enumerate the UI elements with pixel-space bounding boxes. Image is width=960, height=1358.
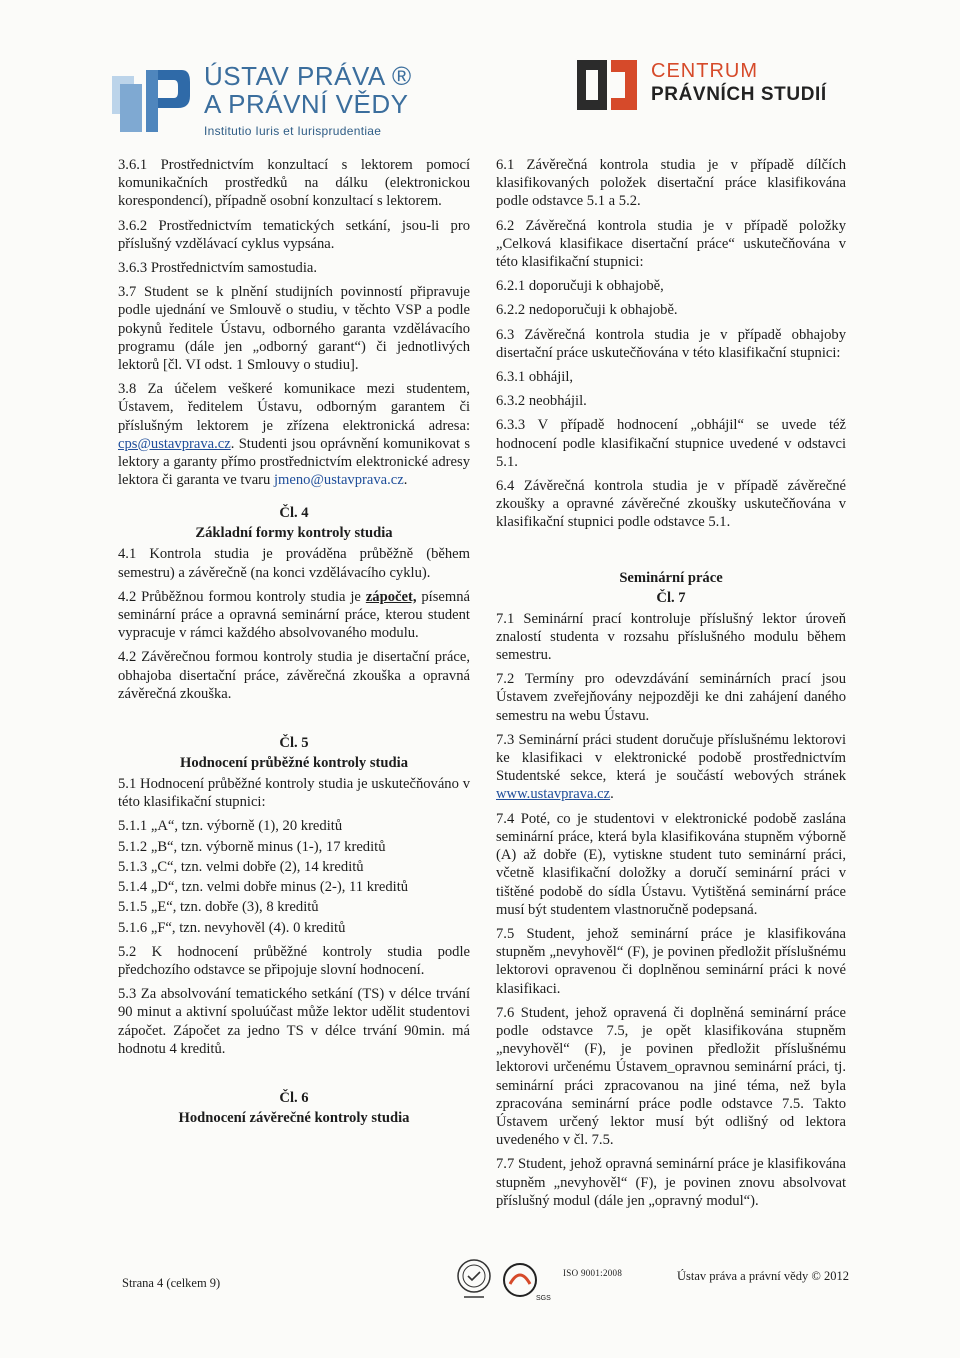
paragraph-3-8 — [118, 380, 470, 489]
article-4-title: Základní formy kontroly studia — [195, 525, 393, 542]
iso-label: ISO 9001:2008 — [563, 1268, 623, 1278]
paragraph-7-4: 7.4 Poté, co je studentovi v elektronické podobě zaslána seminární práce, která byla klasifikována stupněm výborně (A) až dobře (E), vytiskne student tuto seminární práci, včetně klasifikační doložky a doručí seminární práci v tištěné podobě do sídla Ústavu. Vytištěná seminární práce musí být studentem vlastnoručně podepsaná. — [496, 810, 846, 918]
paragraph-3-6-1: 3.6.1 Prostřednictvím konzultací s lektorem pomocí komunikačních prostředků na dálku (elektronickou korespondencí), případně osobní konzultací s lektorem. — [118, 157, 470, 210]
paragraph-6-1: 6.1 Závěrečná kontrola studia je v případě dílčích klasifikovaných položek disertační práce klasifikována podle odstavce 5.1 a 5.2. — [496, 157, 846, 210]
centrum-logo — [577, 58, 877, 118]
p38-text-b: . Studenti jsou oprávnění komunikovat s lektory a garanty přímo prostřednictvím elektronické adresy lektora či garanta ve tvaru — [118, 435, 470, 489]
grade-item: 5.1.4 „D“, tzn. velmi dobře minus (2-), 11 kreditů — [118, 879, 409, 896]
p42a-text-b: písemná seminární práce a opravná seminární práce, kterou student vypracuje v rámci každého absolvovaného modulu. — [118, 588, 470, 642]
paragraph-6-3-3: 6.3.3 V případě hodnocení „obhájil“ se uvede též hodnocení podle klasifikační stupnice uvedené v odstavci 5.1. — [496, 417, 846, 470]
paragraph-7-5: 7.5 Student, jehož seminární práce je klasifikována stupněm „nevyhověl“ (F), je povinen předložit příslušnému lektorovi opravenou či doplněnou seminární práci k nové klasifikaci. — [496, 925, 846, 997]
paragraph-4-1: 4.1 Kontrola studia je prováděna průběžně (během semestru) a závěrečně (na konci vzdělávacího cyklu). — [118, 546, 470, 581]
logo-line-2: A PRÁVNÍ VĚDY — [204, 89, 409, 119]
p38-text-c: . — [403, 472, 408, 489]
paragraph-7-6: 7.6 Student, jehož opravená či doplněná seminární práce podle odstavce 7.5, je opět klasifikována stupněm „nevyhověl“ (F), je povinen předložit příslušnému lektorovi určenému Ústavem_opravnou seminární práci, tj. seminární práci zpracovanou na jiné téma, než byla zpracována seminární práce podle odstavce 7.5. Takto Ústavem určený lektor musí být odlišný od lektora uvedeného v čl. 7.5. — [496, 1004, 846, 1149]
paragraph-5-2: 5.2 K hodnocení průběžné kontroly studia podle předchozího odstavce se připojuje slovní hodnocení. — [118, 943, 470, 978]
up-logo-icon — [112, 66, 192, 136]
paragraph-3-6-3: 3.6.3 Prostřednictvím samostudia. — [118, 260, 318, 277]
p42a-text-a: 4.2 Průběžnou formou kontroly studia je — [118, 588, 366, 605]
paragraph-7-7: 7.7 Student, jehož opravná seminární práce je klasifikována stupněm „nevyhověl“ (F), je povinen znovu absolvovat příslušný modul (dále jen „opravný modul“). — [496, 1156, 846, 1209]
paragraph-6-3: 6.3 Závěrečná kontrola studia je v případě obhajoby disertační práce uskutečňována v této klasifikační stupnici: — [496, 326, 846, 361]
grade-item: 5.1.2 „B“, tzn. výborně minus (1-), 17 kreditů — [118, 838, 386, 855]
paragraph-5-3: 5.3 Za absolvování tematického setkání (TS) v délce trvání 90 minut a aktivní spoluúčast může lektor udělit studentovi zápočet. Zápočet za jedno TS v délce trvání 90min. má hodnotu 4 kreditů. — [118, 986, 470, 1057]
right-column — [496, 156, 846, 1216]
logo-line-1: ÚSTAV PRÁVA ® — [204, 61, 412, 91]
lector-email-format: jmeno@ustavprava.cz — [274, 472, 404, 489]
centrum-line-2: PRÁVNÍCH STUDIÍ — [651, 84, 827, 105]
article-5-number: Čl. 5 — [279, 735, 309, 752]
article-4-number: Čl. 4 — [279, 505, 309, 522]
paragraph-6-4: 6.4 Závěrečná kontrola studia je v případě závěrečné zkoušky a opravné závěrečné zkoušky uskutečňována v klasifikační stupnici podle odstavce 5.1. — [496, 478, 846, 531]
logo-subtitle: Institutio Iuris et Iurisprudentiae — [204, 124, 382, 138]
p73-text-b: . — [610, 786, 614, 803]
article-6-title: Hodnocení závěrečné kontroly studia — [178, 1109, 410, 1126]
paragraph-6-3-1: 6.3.1 obhájil, — [496, 369, 574, 386]
grade-item: 5.1.5 „E“, tzn. dobře (3), 8 kreditů — [118, 899, 319, 916]
sgs-logo-icon — [498, 1262, 556, 1302]
seminar-heading: Seminární práce — [619, 569, 723, 586]
paragraph-4-2b: 4.2 Závěrečnou formou kontroly studia je disertační práce, obhajoba disertační práce, závěrečná zkouška a opravná závěrečná zkouška. — [118, 649, 470, 702]
paragraph-7-3 — [496, 731, 846, 804]
article-7-number: Čl. 7 — [656, 589, 686, 606]
zapocet-underlined: zápočet, — [365, 588, 417, 605]
left-column — [118, 156, 470, 1130]
p38-text-a: 3.8 Za účelem veškeré komunikace mezi studentem, Ústavem, ředitelem Ústavu, odborným garantem či příslušným lektorem je zřízena elektronická adresa: — [118, 381, 470, 434]
paragraph-3-6-2: 3.6.2 Prostřednictvím tematických setkání, jsou-li pro příslušný vzdělávací cyklus vypsána. — [118, 217, 470, 252]
centrum-line-1: CENTRUM — [651, 60, 758, 82]
paragraph-6-3-2: 6.3.2 neobhájil. — [496, 393, 587, 410]
paragraph-3-7: 3.7 Student se k plnění studijních povinností připravuje podle ujednání ve Smlouvě o studiu, v těchto VSP a podle pokynů ředitele Ústavu, odborného garanta vzdělávacího programu (dále jen „odborný garant“) či jednotlivých lektorů [čl. VI odst. 1 Smlouvy o studiu]. — [118, 284, 470, 374]
sgs-label: SGS — [536, 1295, 551, 1302]
cps-email-link[interactable]: cps@ustavprava.cz — [118, 435, 231, 452]
certification-seal-icon — [456, 1258, 492, 1302]
paragraph-6-2: 6.2 Závěrečná kontrola studia je v případě položky „Celková klasifikace disertační práce“ uskutečňována v této klasifikační stupnici: — [496, 217, 846, 271]
grade-item: 5.1.3 „C“, tzn. velmi dobře (2), 14 kreditů — [118, 858, 364, 875]
article-6-number: Čl. 6 — [279, 1089, 309, 1106]
grade-item: 5.1.1 „A“, tzn. výborně (1), 20 kreditů — [118, 818, 343, 835]
article-5-title: Hodnocení průběžné kontroly studia — [180, 755, 408, 772]
paragraph-6-2-2: 6.2.2 nedoporučuji k obhajobě. — [496, 302, 678, 319]
cps-logo-icon — [577, 58, 639, 112]
grade-item: 5.1.6 „F“, tzn. nevyhověl (4). 0 kreditů — [118, 919, 346, 936]
ustav-logo — [112, 62, 442, 142]
paragraph-4-2a — [118, 588, 470, 643]
paragraph-7-2: 7.2 Termíny pro odevzdávání seminárních prací jsou Ústavem zveřejňovány nejpozději ke dni zahájení daného semestru na webu Ústavu. — [496, 671, 846, 724]
p73-text-a: 7.3 Seminární práci student doručuje příslušnému lektorovi ke klasifikaci v elektronické podobě prostřednictvím Studentské sekce, která je součástí webových stránek — [496, 731, 846, 785]
paragraph-7-1: 7.1 Seminární prací kontroluje příslušný lektor úroveň znalostí studenta v rozsahu příslušného modulu během semestru. — [496, 610, 846, 664]
paragraph-5-1: 5.1 Hodnocení průběžné kontroly studia je uskutečňováno v této klasifikační stupnici: — [118, 776, 470, 811]
page-number: Strana 4 (celkem 9) — [122, 1276, 221, 1290]
copyright: Ústav práva a právní vědy © 2012 — [677, 1269, 849, 1283]
paragraph-6-2-1: 6.2.1 doporučuji k obhajobě, — [496, 278, 664, 295]
ustav-logo-title — [204, 62, 412, 118]
ustavprava-web-link[interactable]: www.ustavprava.cz — [496, 786, 611, 803]
